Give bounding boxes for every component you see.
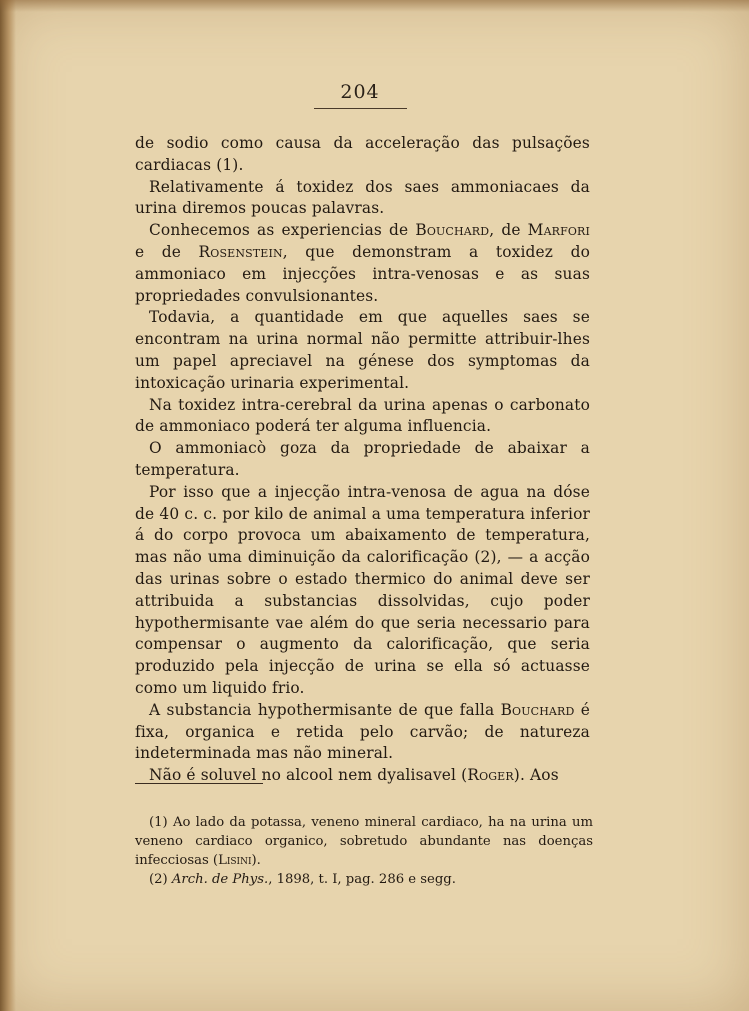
- author-lisini: Lisini: [218, 853, 252, 868]
- footnote-1-text-a: (1) Ao lado da potassa, veneno mineral cardiaco, ha na urina um veneno cardiaco organico, sobretudo abundante nas doenças infecciosas (: [135, 815, 593, 868]
- page-number-rule: [314, 108, 407, 109]
- main-text: [135, 133, 590, 787]
- paragraph-3-text-d: , que demonstram a toxidez do ammoniaco em injecções intra-venosas e as suas propriedades convulsionantes.: [135, 242, 590, 305]
- paragraph-6: O ammoniacò goza da propriedade de abaixar a temperatura.: [135, 439, 590, 479]
- paragraph-7: Por isso que a injecção intra-venosa de agua na dóse de 40 c. c. por kilo de animal a uma temperatura inferior á do corpo provoca um abaixamento de temperatura, mas não uma diminuição da calorificação (2), — a acção das urinas sobre o estado thermico do animal deve ser attribuida a substancias dissolvidas, cujo poder hypothermisante vae além do que seria necessario para compensar o augmento da calorificação, que seria produzido pela injecção de urina se ella só actuasse como um liquido frio.: [135, 482, 590, 697]
- footnotes: [135, 813, 593, 889]
- page-top-edge: [0, 0, 749, 12]
- footnote-2: [135, 870, 593, 889]
- paragraph-5: Na toxidez intra-cerebral da urina apenas o carbonato de ammoniaco poderá ter alguma influencia.: [135, 395, 590, 436]
- author-bouchard: Bouchard: [415, 221, 490, 240]
- page-binding-edge: [0, 0, 16, 1011]
- author-bouchard-2: Bouchard: [500, 700, 575, 719]
- paragraph-8-text-b: é fixa, organica e retida pelo carvão; de natureza indeterminada mas não mineral.: [135, 700, 590, 763]
- footnote-rule: [135, 783, 263, 784]
- paragraph-9-text-b: ). Aos: [513, 766, 559, 785]
- author-marfori: Marfori: [527, 221, 590, 240]
- paragraph-8-text-a: A substancia hypothermisante de que falla: [149, 700, 501, 719]
- paragraph-3: [135, 220, 590, 307]
- paragraph-3-text-a: Conhecemos as experiencias de: [149, 221, 416, 240]
- paragraph-8: [135, 700, 590, 765]
- paragraph-1: de sodio como causa da acceleração das pulsações cardiacas (1).: [135, 134, 590, 174]
- paragraph-3-text-c: e de: [135, 242, 199, 261]
- footnote-2-text-a: (2): [149, 872, 172, 887]
- paragraph-2: Relativamente á toxidez dos saes ammoniacaes da urina diremos poucas palavras.: [135, 177, 590, 218]
- footnote-1: [135, 813, 593, 870]
- footnote-2-journal: Arch. de Phys.: [171, 872, 269, 887]
- footnote-1-text-b: ).: [251, 853, 261, 868]
- author-roger: Roger: [467, 766, 514, 785]
- paragraph-3-text-b: , de: [489, 221, 528, 240]
- footnote-2-text-b: , 1898, t. I, pag. 286 e segg.: [268, 872, 456, 887]
- paragraph-4: Todavia, a quantidade em que aquelles saes se encontram na urina normal não permitte attribuir-lhes um papel apreciavel na génese dos symptomas da intoxicação urinaria experimental.: [135, 308, 590, 392]
- author-rosenstein: Rosenstein: [198, 242, 283, 261]
- paragraph-9-text-a: Não é soluvel no alcool nem dyalisavel (: [149, 766, 468, 785]
- page-number: 204: [340, 81, 380, 103]
